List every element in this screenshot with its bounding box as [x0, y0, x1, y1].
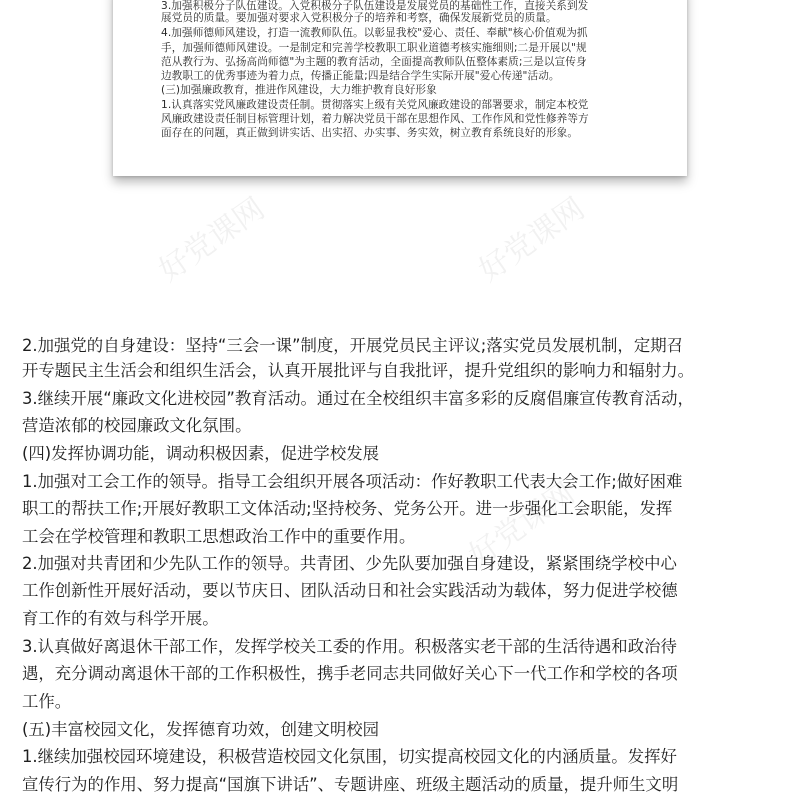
body-text-line: 职工的帮扶工作;开展好教职工文体活动;坚持校务、党务公开。进一步强化工会职能，发挥: [22, 499, 673, 518]
body-text-line: 开专题民主生活会和组织生活会，认真开展批评与自我批评，提升党组织的影响力和辐射力。: [22, 361, 695, 380]
section-heading: (五)丰富校园文化，发挥德育功效，创建文明校园: [22, 720, 379, 739]
watermark: 好党课网: [462, 476, 582, 574]
body-text-line: 2.加强对共青团和少先队工作的领导。共青团、少先队要加强自身建设，紧紧围绕学校中心: [22, 554, 677, 573]
watermark: 好党课网: [472, 191, 592, 289]
card-text-line: 手，加强师德师风建设。一是制定和完善学校教职工职业道德考核实施细则;二是开展以"规: [161, 42, 587, 54]
card-text-line: 范从教行为、弘扬高尚师德"为主题的教育活动，全面提高教师队伍整体素质;三是以宣传身: [161, 56, 587, 68]
section-heading: (四)发挥协调功能，调动积极因素，促进学校发展: [22, 444, 379, 463]
card-text-line: 4.加强师德师风建设，打造一流教师队伍。以彰显我校"爱心、责任、奉献"核心价值观为抓: [161, 27, 588, 39]
card-text-line: 3.加强积极分子队伍建设。入党积极分子队伍建设是发展党员的基础性工作，直接关系到发: [161, 0, 589, 12]
card-text-line: 风廉政建设责任制目标管理计划，着力解决党员干部在思想作风、工作作风和党性修养等方: [161, 113, 589, 125]
card-text-line: 1.认真落实党风廉政建设责任制。贯彻落实上级有关党风廉政建设的部署要求，制定本校党: [161, 99, 589, 111]
body-text-line: 营造浓郁的校园廉政文化氛围。: [22, 416, 252, 435]
body-text-line: 工会在学校管理和教职工思想政治工作中的重要作用。: [22, 527, 416, 546]
body-text-line: 3.继续开展“廉政文化进校园”教育活动。通过在全校组织丰富多彩的反腐倡廉宣传教育活动，: [22, 389, 694, 408]
body-text-line: 3.认真做好离退休干部工作，发挥学校关工委的作用。积极落实老干部的生活待遇和政治待: [22, 637, 677, 656]
body-text-line: 工作创新性开展好活动，要以节庆日、团队活动日和社会实践活动为载体，努力促进学校德: [22, 581, 678, 600]
body-text-line: 育工作的有效与科学开展。: [22, 609, 219, 628]
card-text-line: 面存在的问题，真正做到讲实话、出实招、办实事、务实效，树立教育系统良好的形象。: [161, 127, 579, 139]
card-text-line: 边教职工的优秀事迹为着力点，传播正能量;四是结合学生实际开展"爱心传递"活动。: [161, 70, 560, 82]
body-text-line: 宣传行为的作用、努力提高“国旗下讲话”、专题讲座、班级主题活动的质量，提升师生文明: [22, 775, 679, 794]
body-text-line: 遇，充分调动离退休干部的工作积极性，携手老同志共同做好关心下一代工作和学校的各项: [22, 664, 678, 683]
card-text-line: 展党员的质量。要加强对要求入党积极分子的培养和考察，确保发展新党员的质量。: [161, 12, 557, 24]
watermark: 好党课网: [152, 191, 272, 289]
body-text-line: 1.继续加强校园环境建设，积极营造校园文化氛围，切实提高校园文化的内涵质量。发挥好: [22, 747, 677, 766]
body-text-line: 工作。: [22, 692, 72, 711]
body-text-line: 1.加强对工会工作的领导。指导工会组织开展各项活动：作好教职工代表大会工作;做好困难: [22, 472, 683, 491]
card-section-heading: (三)加强廉政教育，推进作风建设，大力维护教育良好形象: [161, 84, 437, 96]
body-text-line: 2.加强党的自身建设：坚持“三会一课”制度，开展党员民主评议;落实党员发展机制，定期召: [22, 336, 683, 355]
document-card: [113, 0, 687, 176]
